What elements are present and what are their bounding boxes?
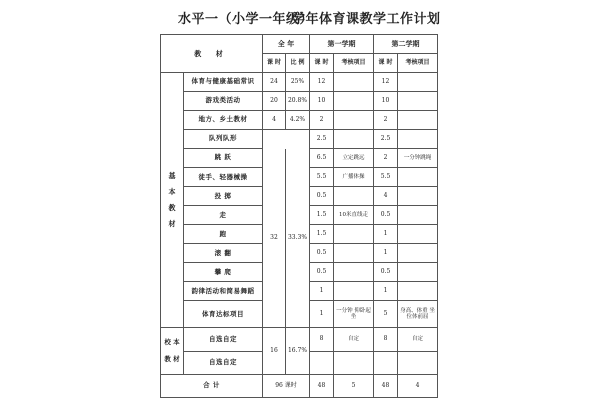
header-s2-keshi: 课 时	[374, 54, 398, 73]
row-s2-keshi: 5.5	[374, 168, 398, 187]
row-s2-keshi: 1	[374, 225, 398, 244]
row-year-keshi: 20	[263, 92, 286, 111]
row-s1-keshi: 6.5	[310, 149, 334, 168]
total-row	[161, 375, 438, 398]
row-s2-kaohe	[398, 351, 438, 375]
row-s2-kaohe	[398, 244, 438, 263]
table-row	[161, 92, 438, 111]
header-year-bili: 比 例	[286, 54, 310, 73]
row-s1-kaohe	[334, 282, 374, 301]
row-s1-kaohe	[334, 73, 374, 92]
row-s1-keshi: 8	[310, 328, 334, 352]
row-s2-keshi: 2	[374, 111, 398, 130]
row-s2-keshi: 1	[374, 282, 398, 301]
row-s1-kaohe: 自定	[334, 328, 374, 352]
basic-merged-keshi: 32	[263, 149, 286, 328]
header-s2-kaohe: 考核项目	[398, 54, 438, 73]
row-name: 徒手、轻器械操	[184, 168, 263, 187]
row-s1-keshi: 1	[310, 282, 334, 301]
section-school-label: 校 本 教 材	[161, 328, 184, 375]
row-name: 队列队形	[184, 130, 263, 149]
row-s2-kaohe	[398, 73, 438, 92]
row-s1-keshi: 2.5	[310, 130, 334, 149]
row-s2-keshi: 12	[374, 73, 398, 92]
basic-merged-bili: 33.3%	[286, 149, 310, 328]
row-year-keshi: 24	[263, 73, 286, 92]
row-year-bili: 20.8%	[286, 92, 310, 111]
row-s2-kaohe	[398, 282, 438, 301]
row-s2-keshi: 4	[374, 187, 398, 206]
table-row	[161, 73, 438, 92]
row-s2-keshi	[374, 351, 398, 375]
row-s1-keshi: 0.5	[310, 263, 334, 282]
row-year-keshi: 4	[263, 111, 286, 130]
row-s2-kaohe: 身高、体重 坐位体前屈	[398, 301, 438, 328]
row-s1-kaohe	[334, 92, 374, 111]
row-s2-keshi: 0.5	[374, 263, 398, 282]
section-basic-label: 基 本 教 材	[161, 73, 184, 328]
total-s1-keshi: 48	[310, 375, 334, 398]
row-s1-kaohe: 立定跳远	[334, 149, 374, 168]
row-s1-kaohe	[334, 351, 374, 375]
row-s2-keshi: 10	[374, 92, 398, 111]
total-s2-keshi: 48	[374, 375, 398, 398]
row-year-bili: 25%	[286, 73, 310, 92]
row-s1-keshi: 5.5	[310, 168, 334, 187]
header-full-year: 全 年	[263, 35, 310, 54]
row-name: 跑	[184, 225, 263, 244]
row-name: 攀 爬	[184, 263, 263, 282]
row-name: 体育与健康基础常识	[184, 73, 263, 92]
row-name: 滚 翻	[184, 244, 263, 263]
page-header	[0, 6, 600, 28]
row-s2-keshi: 5	[374, 301, 398, 328]
row-name: 跳 跃	[184, 149, 263, 168]
row-s2-kaohe	[398, 225, 438, 244]
row-s1-kaohe	[334, 225, 374, 244]
row-s1-keshi: 10	[310, 92, 334, 111]
header-semester-1: 第一学期	[310, 35, 374, 54]
school-merged-keshi: 16	[263, 328, 286, 375]
row-s1-keshi: 1.5	[310, 225, 334, 244]
row-s2-kaohe	[398, 111, 438, 130]
row-s2-keshi: 1	[374, 244, 398, 263]
table-row	[161, 149, 438, 168]
row-s2-keshi: 0.5	[374, 206, 398, 225]
row-name: 韵律活动和简易舞蹈	[184, 282, 263, 301]
row-name: 自选自定	[184, 328, 263, 352]
row-s1-kaohe	[334, 130, 374, 149]
row-s1-keshi: 2	[310, 111, 334, 130]
header-year-keshi: 课 时	[263, 54, 286, 73]
row-s1-keshi	[310, 351, 334, 375]
row-s2-keshi: 2.5	[374, 130, 398, 149]
total-label: 合 计	[161, 375, 263, 398]
row-s1-kaohe: 一分钟 仰卧起坐	[334, 301, 374, 328]
row-s1-keshi: 1.5	[310, 206, 334, 225]
row-s1-kaohe	[334, 187, 374, 206]
row-s2-keshi: 8	[374, 328, 398, 352]
row-s2-kaohe	[398, 92, 438, 111]
row-s2-kaohe: 一分钟跳绳	[398, 149, 438, 168]
row-s1-kaohe: 10米直线走	[334, 206, 374, 225]
row-name: 体育达标项目	[184, 301, 263, 328]
row-s2-keshi: 2	[374, 149, 398, 168]
row-s2-kaohe	[398, 130, 438, 149]
row-s1-kaohe	[334, 111, 374, 130]
total-year-keshi: 96 课时	[263, 375, 310, 398]
blank-cell	[263, 130, 310, 149]
row-s1-keshi: 1	[310, 301, 334, 328]
row-s1-keshi: 0.5	[310, 187, 334, 206]
header-semester-2: 第二学期	[374, 35, 438, 54]
row-s2-kaohe	[398, 206, 438, 225]
total-s1-kaohe: 5	[334, 375, 374, 398]
header-jiaocai: 教 材	[161, 35, 263, 73]
row-name: 投 掷	[184, 187, 263, 206]
header-s1-keshi: 课 时	[310, 54, 334, 73]
row-name: 自选自定	[184, 351, 263, 375]
row-s1-keshi: 12	[310, 73, 334, 92]
table-row	[161, 130, 438, 149]
total-s2-kaohe: 4	[398, 375, 438, 398]
table-row	[161, 328, 438, 352]
row-s1-kaohe: 广播体操	[334, 168, 374, 187]
row-s2-kaohe	[398, 168, 438, 187]
document-title-grade: 水平一（小学一年级）	[178, 12, 314, 27]
teaching-plan-table	[160, 34, 438, 398]
document-title-plan: 学年体育课教学工作计划	[292, 12, 441, 27]
header-s1-kaohe: 考核项目	[334, 54, 374, 73]
row-s1-kaohe	[334, 263, 374, 282]
row-s1-kaohe	[334, 244, 374, 263]
row-name: 地方、乡土教材	[184, 111, 263, 130]
row-name: 走	[184, 206, 263, 225]
row-year-bili: 4.2%	[286, 111, 310, 130]
school-merged-bili: 16.7%	[286, 328, 310, 375]
row-s2-kaohe	[398, 263, 438, 282]
row-s2-kaohe: 自定	[398, 328, 438, 352]
header-row-1	[161, 35, 438, 54]
row-name: 游戏类活动	[184, 92, 263, 111]
row-s1-keshi: 0.5	[310, 244, 334, 263]
row-s2-kaohe	[398, 187, 438, 206]
table-row	[161, 111, 438, 130]
